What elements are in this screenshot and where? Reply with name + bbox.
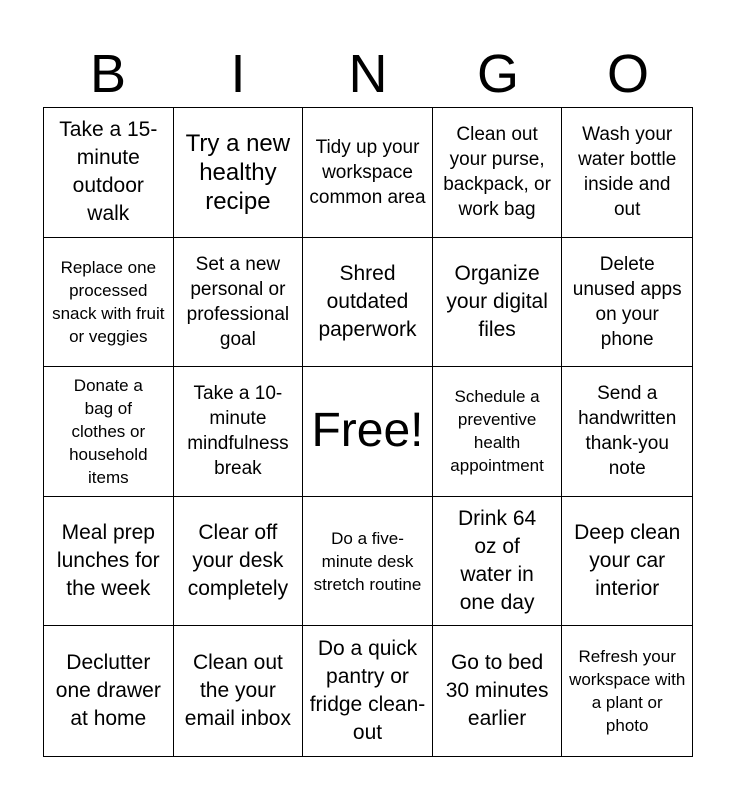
cell-text: Refresh your workspace with a plant or photo [569,647,686,736]
bingo-cell[interactable] [44,108,174,238]
bingo-cell[interactable] [174,367,304,497]
cell-text: Declutter one drawer at home [55,651,161,731]
bingo-cell[interactable] [174,497,304,627]
header-letter-b: B [89,44,127,104]
cell-text: Wash your water bottle inside and out [578,124,677,221]
bingo-cell[interactable] [562,626,692,756]
cell-text: Tidy up your workspace common area [309,136,426,208]
bingo-cell[interactable] [44,626,174,756]
cell-text: Set a new personal or professional goal [186,253,290,350]
bingo-cell[interactable] [433,238,563,368]
cell-text: Deep clean your car interior [574,521,681,601]
cell-text: Organize your digital files [446,261,548,341]
bingo-cell[interactable] [303,626,433,756]
bingo-cell[interactable] [562,497,692,627]
cell-text: Replace one processed snack with fruit or veggies [52,257,165,346]
bingo-cell[interactable] [44,497,174,627]
cell-text: Clean out your purse, backpack, or work bag [443,124,551,221]
bingo-cell[interactable] [303,238,433,368]
bingo-cell[interactable] [433,367,563,497]
bingo-cell[interactable] [174,626,304,756]
cell-text: Drink 64 oz of water in one day [457,507,537,615]
cell-text: Clean out the your email inbox [184,651,291,731]
cell-text: Shred outdated paperwork [318,261,417,341]
cell-text: Take a 10-minute mindfulness break [187,383,289,480]
cell-text: Do a quick pantry or fridge clean-out [309,637,426,745]
header-letter-n: N [348,44,388,104]
bingo-cell[interactable] [433,497,563,627]
bingo-cell[interactable] [44,367,174,497]
cell-text: Meal prep lunches for the week [56,521,160,601]
bingo-cell[interactable] [433,108,563,238]
header-letter-g: G [476,44,519,104]
cell-text: Try a new healthy recipe [185,129,291,215]
bingo-cell[interactable] [174,238,304,368]
free-space[interactable] [303,367,433,497]
cell-text: Donate a bag of clothes or household items [69,375,148,487]
bingo-card-grid [43,107,693,757]
bingo-cell[interactable] [174,108,304,238]
bingo-header [43,44,693,104]
bingo-cell[interactable] [303,497,433,627]
header-letter-i: I [230,44,246,104]
bingo-cell[interactable] [562,367,692,497]
bingo-cell[interactable] [562,238,692,368]
cell-text: Schedule a preventive health appointment [450,387,544,476]
cell-text: Clear off your desk completely [187,521,289,601]
cell-text: Send a handwritten thank-you note [578,383,677,480]
bingo-cell[interactable] [303,108,433,238]
cell-text: Go to bed 30 minutes earlier [445,651,549,731]
bingo-cell[interactable] [44,238,174,368]
cell-text: Take a 15-minute outdoor walk [59,118,158,226]
cell-text: Delete unused apps on your phone [572,253,682,350]
header-letter-o: O [606,44,649,104]
bingo-cell[interactable] [433,626,563,756]
free-space-text: Free! [311,404,424,458]
bingo-cell[interactable] [562,108,692,238]
cell-text: Do a five-minute desk stretch routine [313,528,422,594]
